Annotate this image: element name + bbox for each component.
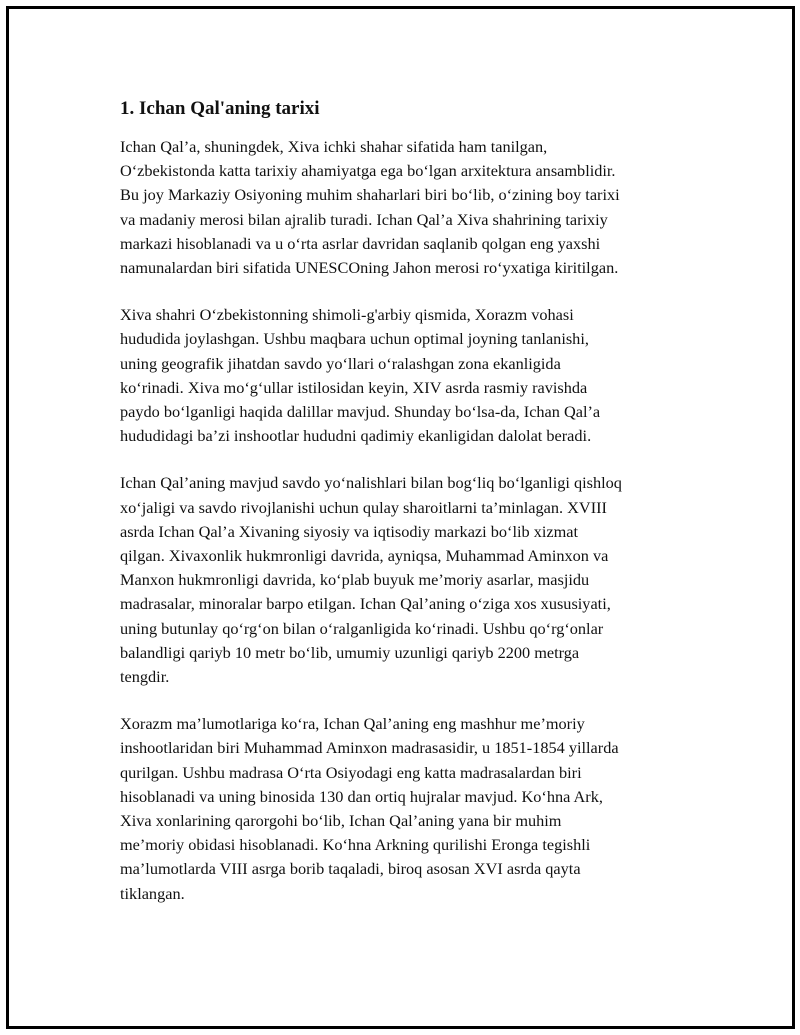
paragraph-line: tengdir. (120, 667, 170, 687)
paragraph-line: uning geografik jihatdan savdo yo‘llari o‘ralashgan zona ekanligida (120, 353, 561, 373)
paragraph-line: Bu joy Markaziy Osiyoning muhim shaharlari biri bo‘lib, o‘zining boy tarixi (120, 185, 620, 205)
section-heading: 1. Ichan Qal'aning tarixi (120, 98, 320, 119)
paragraph-line: markazi hisoblanadi va u o‘rta asrlar davridan saqlanib qolgan eng yaxshi (120, 233, 601, 253)
paragraph-line: madrasalar, minoralar barpo etilgan. Ichan Qal’aning o‘ziga xos xususiyati, (120, 594, 611, 614)
paragraph-line: qilgan. Xivaxonlik hukmronligi davrida, ayniqsa, Muhammad Aminxon va (120, 546, 609, 566)
paragraph-line: tiklangan. (120, 883, 185, 903)
paragraph-line: paydo bo‘lganligi haqida dalillar mavjud. Shunday bo‘lsa-da, Ichan Qal’a (120, 402, 601, 422)
paragraph-line: namunalardan biri sifatida UNESCOning Jahon merosi ro‘yxatiga kiritilgan. (120, 258, 619, 278)
paragraph-line: Ichan Qal’a, shuningdek, Xiva ichki shahar sifatida ham tanilgan, (120, 137, 548, 156)
paragraph-line: hududida joylashgan. Ushbu maqbara uchun optimal joyning tanlanishi, (120, 329, 589, 349)
paragraph-line: Xiva shahri O‘zbekistonning shimoli-g'arbiy qismida, Xorazm vohasi (120, 305, 574, 325)
paragraph-line: ko‘rinadi. Xiva mo‘g‘ullar istilosidan keyin, XIV asrda rasmiy ravishda (120, 377, 588, 397)
body-paragraph (120, 135, 710, 280)
paragraph-line: va madaniy merosi bilan ajralib turadi. Ichan Qal’a Xiva shahrining tarixiy (120, 209, 608, 229)
paragraph-line: Ichan Qal’aning mavjud savdo yo‘nalishlari bilan bog‘liq bo‘lganligi qishloq (120, 473, 622, 493)
paragraph-line: asrda Ichan Qal’a Xivaning siyosiy va iqtisodiy markazi bo‘lib xizmat (120, 521, 579, 541)
paragraph-line: balandligi qariyb 10 metr bo‘lib, umumiy uzunligi qariyb 2200 metrga (120, 642, 580, 662)
body-paragraph (120, 712, 710, 906)
paragraph-line: hisoblanadi va uning binosida 130 dan ortiq hujralar mavjud. Ko‘hna Ark, (120, 786, 603, 806)
body-paragraph (120, 471, 710, 689)
paragraph-line: O‘zbekistonda katta tarixiy ahamiyatga ega bo‘lgan arxitektura ansamblidir. (120, 161, 616, 181)
paragraph-line: xo‘jaligi va savdo rivojlanishi uchun qulay sharoitlarni ta’minlagan. XVIII (120, 497, 607, 517)
paragraph-line: Xiva xonlarining qarorgohi bo‘lib, Ichan Qal’aning yana bir muhim (120, 811, 562, 831)
paragraph-list (120, 135, 710, 906)
paragraph-line: me’moriy obidasi hisoblanadi. Ko‘hna Arkning qurilishi Eronga tegishli (120, 835, 591, 855)
paragraph-line: hududidagi ba’zi inshootlar hududni qadimiy ekanligidan dalolat beradi. (120, 426, 592, 446)
paragraph-line: qurilgan. Ushbu madrasa O‘rta Osiyodagi eng katta madrasalardan biri (120, 762, 582, 782)
document-page (6, 6, 795, 1029)
paragraph-line: uning butunlay qo‘rg‘on bilan o‘ralganligida ko‘rinadi. Ushbu qo‘rg‘onlar (120, 618, 604, 638)
document-content (120, 97, 710, 929)
paragraph-line: inshootlaridan biri Muhammad Aminxon madrasasidir, u 1851-1854 yillarda (120, 738, 619, 758)
body-paragraph (120, 303, 710, 448)
paragraph-line: Xorazm ma’lumotlariga ko‘ra, Ichan Qal’aning eng mashhur me’moriy (120, 714, 585, 734)
paragraph-line: ma’lumotlarda VIII asrga borib taqaladi, biroq asosan XVI asrda qayta (120, 859, 581, 879)
paragraph-line: Manxon hukmronligi davrida, ko‘plab buyuk me’moriy asarlar, masjidu (120, 570, 590, 590)
